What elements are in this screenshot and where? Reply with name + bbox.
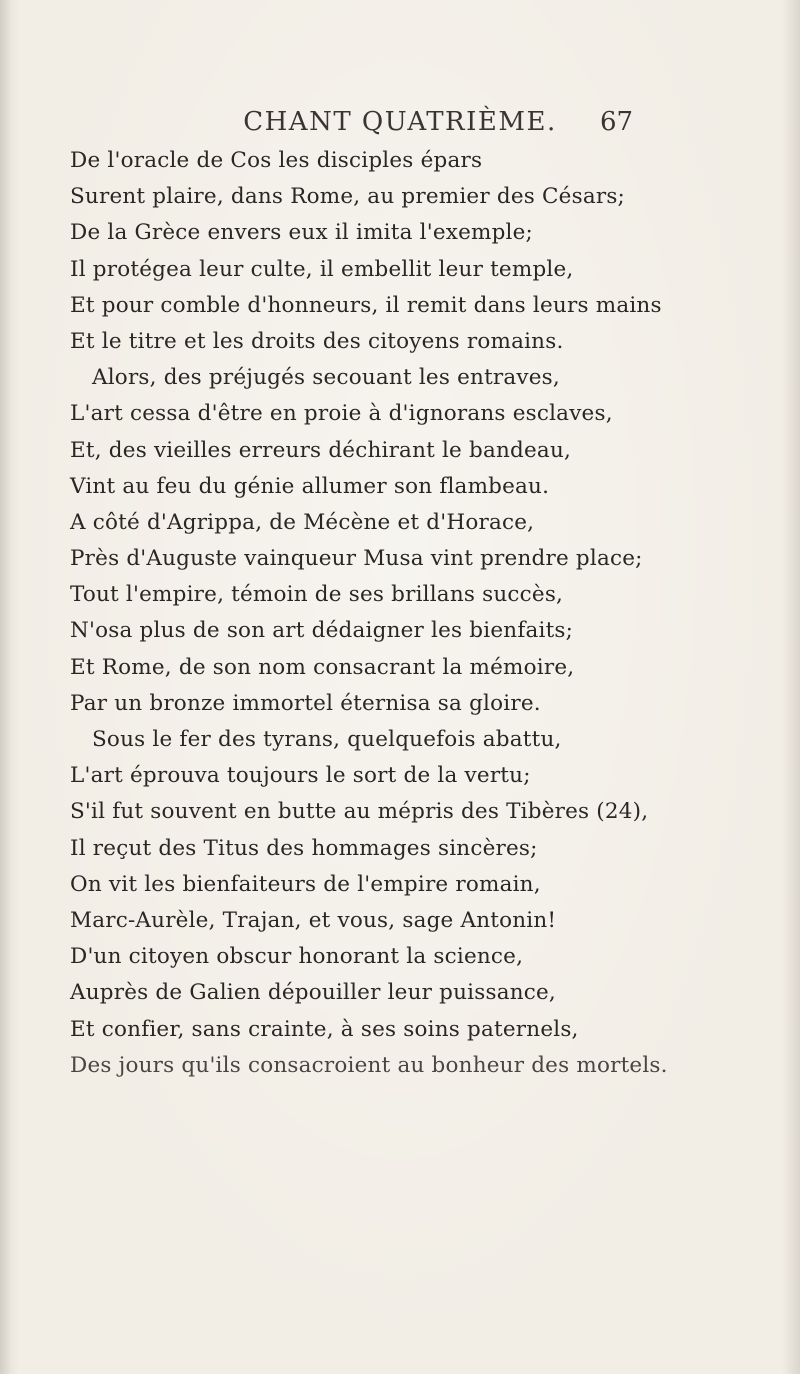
verse-line: Surent plaire, dans Rome, au premier des Césars; — [70, 184, 626, 210]
verse-line: Vint au feu du génie allumer son flambeau. — [70, 473, 550, 499]
verse-line: Et le titre et les droits des citoyens romains. — [70, 328, 564, 354]
page-number: 67 — [600, 107, 634, 137]
verse-line: Des jours qu'ils consacroient au bonheur des mortels. — [70, 1052, 668, 1078]
verse-line: L'art cessa d'être en proie à d'ignorans esclaves, — [70, 401, 613, 427]
verse-line: On vit les bienfaiteurs de l'empire romain, — [70, 871, 541, 897]
running-head — [0, 107, 800, 147]
verse-line: Et, des vieilles erreurs déchirant le bandeau, — [70, 437, 572, 463]
verse-line: S'il fut souvent en butte au mépris des Tibères (24), — [70, 799, 649, 825]
verse-line: Sous le fer des tyrans, quelquefois abattu, — [92, 727, 562, 752]
verse-line: N'osa plus de son art dédaigner les bienfaits; — [70, 618, 574, 644]
verse-line: A côté d'Agrippa, de Mécène et d'Horace, — [70, 509, 535, 535]
page-edge-shadow — [782, 0, 800, 1374]
verse-line: D'un citoyen obscur honorant la science, — [70, 944, 524, 970]
verse-line: Et pour comble d'honneurs, il remit dans leurs mains — [70, 292, 662, 318]
verse-line: L'art éprouva toujours le sort de la vertu; — [70, 763, 531, 789]
verse-block — [70, 143, 770, 1084]
verse-line: Il reçut des Titus des hommages sincères; — [70, 835, 538, 861]
verse-line: Tout l'empire, témoin de ses brillans succès, — [70, 582, 564, 608]
verse-line: Près d'Auguste vainqueur Musa vint prendre place; — [70, 546, 643, 572]
verse-line: Il protégea leur culte, il embellit leur temple, — [70, 256, 574, 282]
verse-line: Et Rome, de son nom consacrant la mémoire, — [70, 654, 575, 680]
running-title: CHANT QUATRIÈME. — [243, 107, 557, 137]
verse-line: De l'oracle de Cos les disciples épars — [70, 148, 483, 173]
verse-line: Marc-Aurèle, Trajan, et vous, sage Antonin! — [70, 907, 557, 933]
verse-line: Auprès de Galien dépouiller leur puissance, — [70, 980, 556, 1006]
verse-line: Par un bronze immortel éternisa sa gloire. — [70, 690, 541, 716]
verse-line: Alors, des préjugés secouant les entraves, — [92, 365, 560, 391]
verse-line: Et confier, sans crainte, à ses soins paternels, — [70, 1016, 579, 1042]
page-binding-shadow — [0, 0, 20, 1374]
verse-line: De la Grèce envers eux il imita l'exemple; — [70, 220, 533, 246]
